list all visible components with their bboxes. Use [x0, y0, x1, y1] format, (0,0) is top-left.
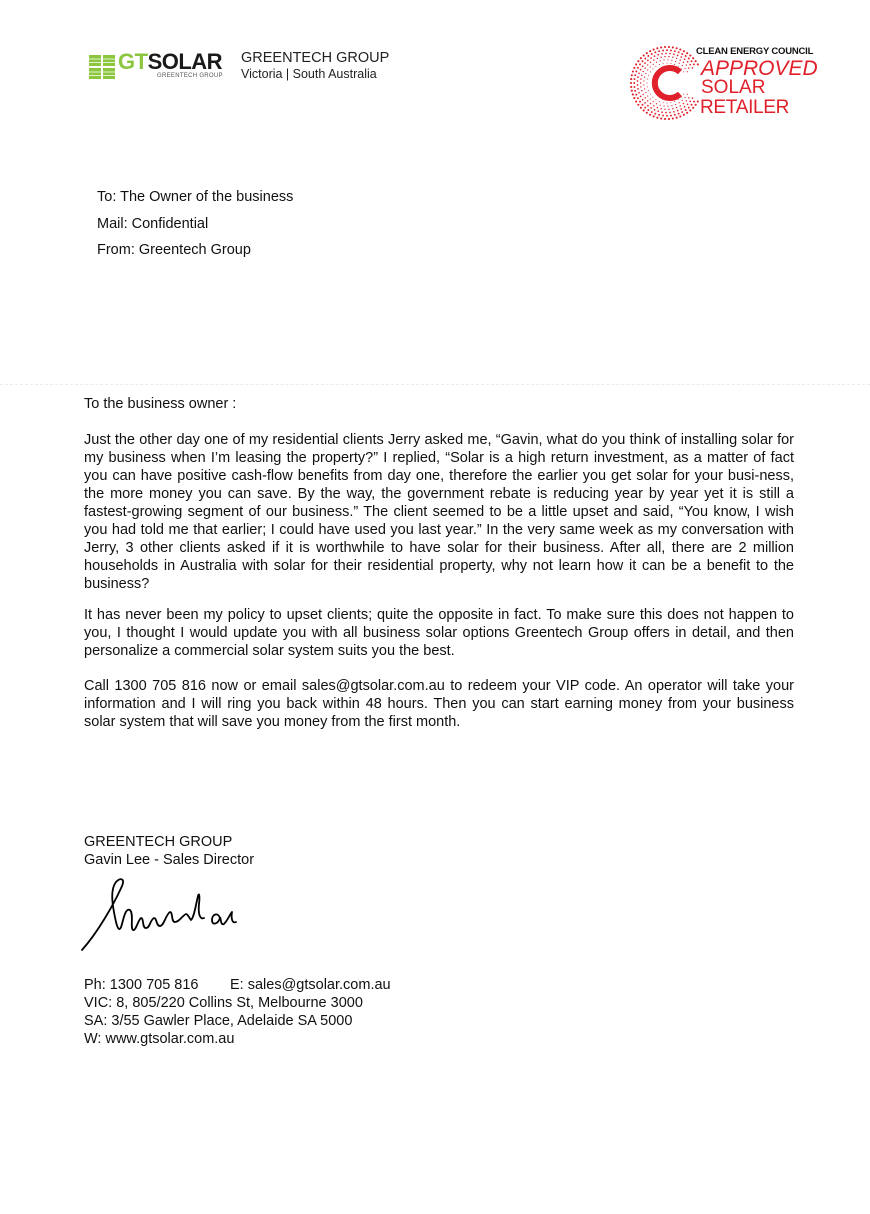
- cec-council-label: CLEAN ENERGY COUNCIL: [696, 46, 814, 57]
- cec-retailer-label: RETAILER: [700, 97, 790, 118]
- contact-website[interactable]: W: www.gtsolar.com.au: [84, 1031, 235, 1047]
- solar-panel-icon: [89, 55, 115, 79]
- contact-phone: Ph: 1300 705 816: [84, 977, 199, 993]
- signoff-name: Gavin Lee - Sales Director: [84, 852, 255, 868]
- handwritten-signature: [78, 874, 248, 956]
- contact-email[interactable]: E: sales@gtsolar.com.au: [230, 977, 391, 993]
- body-paragraph: It has never been my policy to upset clients; quite the opposite in fact. To make sure this does not happen to you, I thought I would update you with all business solar options Greentech Group offers in detail, and then personalize a commercial solar system suits you the best.: [84, 607, 794, 659]
- address-to: To: The Owner of the business: [97, 189, 294, 205]
- address-mail: Mail: Confidential: [97, 216, 209, 232]
- body-paragraph: Just the other day one of my residential clients Jerry asked me, “Gavin, what do you think of installing solar for my business when I’m leasing the property?” I replied, “Solar is a high return investment, as a matter of fact you can have positive cash-flow benefits from day one, therefore the earlier you get solar for your busi-ness, the more money you can save. By the way, the government rebate is reducing year by year yet it is still a fastest-growing segment of our business.” The client seemed to be a little upset and said, “You know, I wish you had told me that earlier; I could have used you last year.” In the very same week as my conversation with Jerry, 3 other clients asked if it is worthwhile to have solar for their business. After all, there are 2 million households in Australia with solar for their residential property, why not learn how it can be a benefit to the business?: [84, 432, 794, 592]
- salutation: To the business owner :: [84, 396, 237, 412]
- gtsolar-wordmark: GTSOLAR: [118, 49, 223, 74]
- signoff-company: GREENTECH GROUP: [84, 834, 233, 850]
- contact-sa-address: SA: 3/55 Gawler Place, Adelaide SA 5000: [84, 1013, 353, 1029]
- cec-approved-label: APPROVED: [701, 57, 818, 80]
- cec-solar-label: SOLAR: [701, 77, 766, 98]
- address-from: From: Greentech Group: [97, 242, 251, 258]
- contact-vic-address: VIC: 8, 805/220 Collins St, Melbourne 3000: [84, 995, 363, 1011]
- body-paragraph: Call 1300 705 816 now or email sales@gtsolar.com.au to redeem your VIP code. An operator will take your information and I will ring you back within 48 hours. Then you can start earning money from your business solar system that will save you money from the first month.: [84, 678, 794, 730]
- gtsolar-logo-subtitle: GREENTECH GROUP: [157, 73, 223, 79]
- page-divider: [0, 384, 870, 385]
- header-company-name: GREENTECH GROUP: [241, 50, 390, 66]
- header-region: Victoria | South Australia: [241, 67, 377, 81]
- gtsolar-logo: [89, 51, 229, 81]
